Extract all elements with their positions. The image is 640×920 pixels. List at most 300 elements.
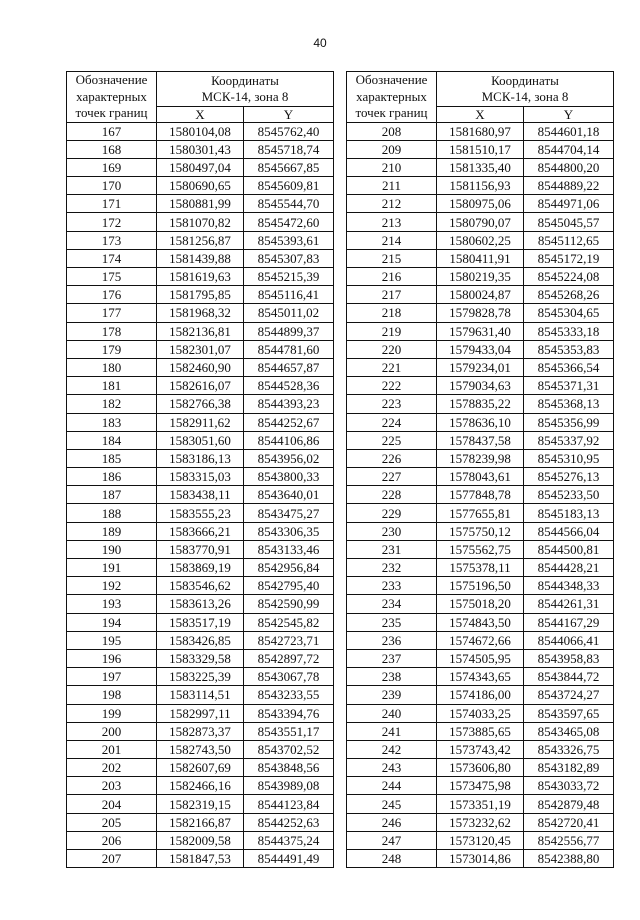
coord-x: 1575018,20 (437, 595, 524, 613)
table-row (67, 631, 334, 649)
point-number: 234 (347, 595, 437, 613)
coord-y: 8542723,71 (244, 631, 334, 649)
table-row (67, 522, 334, 540)
table-row (347, 722, 614, 740)
point-number: 211 (347, 177, 437, 195)
point-number: 197 (67, 668, 157, 686)
point-number: 228 (347, 486, 437, 504)
coord-y: 8543233,55 (244, 686, 334, 704)
table-row (347, 795, 614, 813)
coord-y: 8544375,24 (244, 831, 334, 849)
table-row (347, 268, 614, 286)
point-number: 239 (347, 686, 437, 704)
coord-y: 8545667,85 (244, 158, 334, 176)
point-number: 200 (67, 722, 157, 740)
coord-x: 1581968,32 (157, 304, 244, 322)
coord-x: 1583329,58 (157, 649, 244, 667)
point-number: 212 (347, 195, 437, 213)
table-row (67, 759, 334, 777)
coord-y: 8544066,41 (524, 631, 614, 649)
coord-y: 8544899,37 (244, 322, 334, 340)
coord-y: 8542590,99 (244, 595, 334, 613)
coord-x: 1581847,53 (157, 850, 244, 868)
coord-x: 1582009,58 (157, 831, 244, 849)
coord-x: 1583869,19 (157, 559, 244, 577)
coord-x: 1581439,88 (157, 249, 244, 267)
table-row (347, 249, 614, 267)
coord-y: 8543306,35 (244, 522, 334, 540)
table-row (347, 559, 614, 577)
table-row (347, 813, 614, 831)
point-number: 185 (67, 449, 157, 467)
coord-y: 8545609,81 (244, 177, 334, 195)
point-number: 231 (347, 540, 437, 558)
coord-x: 1580790,07 (437, 213, 524, 231)
point-number: 235 (347, 613, 437, 631)
coord-y: 8543133,46 (244, 540, 334, 558)
coord-y: 8545224,08 (524, 268, 614, 286)
table-row (347, 850, 614, 868)
coord-y: 8545011,02 (244, 304, 334, 322)
point-number: 229 (347, 504, 437, 522)
coord-y: 8544528,36 (244, 377, 334, 395)
coord-x: 1573606,80 (437, 759, 524, 777)
point-number: 182 (67, 395, 157, 413)
point-number: 232 (347, 559, 437, 577)
coord-x: 1583613,26 (157, 595, 244, 613)
coord-y: 8544428,21 (524, 559, 614, 577)
coord-y: 8544566,04 (524, 522, 614, 540)
coord-y: 8544601,18 (524, 122, 614, 140)
table-body (67, 122, 334, 868)
coord-y: 8542545,82 (244, 613, 334, 631)
coord-x: 1579828,78 (437, 304, 524, 322)
table-row (347, 649, 614, 667)
coord-y: 8545172,19 (524, 249, 614, 267)
point-number: 248 (347, 850, 437, 868)
coord-x: 1582766,38 (157, 395, 244, 413)
point-number: 180 (67, 358, 157, 376)
coord-x: 1574343,65 (437, 668, 524, 686)
coord-x: 1578835,22 (437, 395, 524, 413)
coord-y: 8544889,22 (524, 177, 614, 195)
table-row (67, 395, 334, 413)
coord-y: 8543067,78 (244, 668, 334, 686)
point-number: 198 (67, 686, 157, 704)
header-coordinates: Координаты МСК-14, зона 8 (437, 72, 614, 107)
point-number: 223 (347, 395, 437, 413)
point-number: 244 (347, 777, 437, 795)
coord-y: 8545762,40 (244, 122, 334, 140)
table-row (347, 831, 614, 849)
coord-y: 8544252,67 (244, 413, 334, 431)
point-number: 194 (67, 613, 157, 631)
table-row (347, 540, 614, 558)
coord-y: 8545353,83 (524, 340, 614, 358)
page-number: 40 (313, 36, 327, 50)
table-row (347, 213, 614, 231)
table-row (67, 213, 334, 231)
coord-x: 1580881,99 (157, 195, 244, 213)
table-row (67, 595, 334, 613)
point-number: 226 (347, 449, 437, 467)
point-number: 230 (347, 522, 437, 540)
coord-y: 8543182,89 (524, 759, 614, 777)
coord-x: 1583438,11 (157, 486, 244, 504)
point-number: 210 (347, 158, 437, 176)
coord-x: 1583114,51 (157, 686, 244, 704)
coord-y: 8543702,52 (244, 740, 334, 758)
coord-x: 1575750,12 (437, 522, 524, 540)
point-number: 205 (67, 813, 157, 831)
coord-y: 8545544,70 (244, 195, 334, 213)
coord-y: 8542720,41 (524, 813, 614, 831)
point-number: 183 (67, 413, 157, 431)
coord-x: 1581795,85 (157, 286, 244, 304)
table-row (67, 740, 334, 758)
coord-y: 8545183,13 (524, 504, 614, 522)
table-row (347, 195, 614, 213)
point-number: 216 (347, 268, 437, 286)
point-number: 217 (347, 286, 437, 304)
coord-x: 1574033,25 (437, 704, 524, 722)
table-row (67, 304, 334, 322)
coord-y: 8543958,83 (524, 649, 614, 667)
coord-y: 8542795,40 (244, 577, 334, 595)
point-number: 207 (67, 850, 157, 868)
coord-x: 1577848,78 (437, 486, 524, 504)
table-row (67, 449, 334, 467)
table-row (67, 286, 334, 304)
coord-x: 1582911,62 (157, 413, 244, 431)
point-number: 208 (347, 122, 437, 140)
point-number: 173 (67, 231, 157, 249)
coord-y: 8544123,84 (244, 795, 334, 813)
table-row (67, 413, 334, 431)
table-row (67, 468, 334, 486)
table-row (67, 195, 334, 213)
coord-x: 1582466,16 (157, 777, 244, 795)
table-row (347, 522, 614, 540)
point-number: 192 (67, 577, 157, 595)
coord-x: 1578636,10 (437, 413, 524, 431)
table-row (347, 231, 614, 249)
coord-y: 8545304,65 (524, 304, 614, 322)
point-number: 240 (347, 704, 437, 722)
coordinates-table-right (346, 71, 614, 868)
table-row (347, 686, 614, 704)
coord-y: 8542556,77 (524, 831, 614, 849)
coord-y: 8545112,65 (524, 231, 614, 249)
coord-y: 8543551,17 (244, 722, 334, 740)
coord-y: 8543326,75 (524, 740, 614, 758)
table-row (67, 231, 334, 249)
table-row (67, 249, 334, 267)
coord-y: 8544106,86 (244, 431, 334, 449)
point-number: 188 (67, 504, 157, 522)
table-row (67, 850, 334, 868)
coordinates-table-left (66, 71, 334, 868)
point-number: 186 (67, 468, 157, 486)
coord-x: 1583555,23 (157, 504, 244, 522)
table-row (347, 668, 614, 686)
coord-x: 1583517,19 (157, 613, 244, 631)
coord-y: 8542388,80 (524, 850, 614, 868)
point-number: 187 (67, 486, 157, 504)
coord-x: 1573475,98 (437, 777, 524, 795)
point-number: 191 (67, 559, 157, 577)
point-number: 193 (67, 595, 157, 613)
header-x: X (157, 106, 244, 122)
coord-x: 1573885,65 (437, 722, 524, 740)
table-row (347, 504, 614, 522)
point-number: 195 (67, 631, 157, 649)
coord-y: 8542879,48 (524, 795, 614, 813)
coord-y: 8543597,65 (524, 704, 614, 722)
table-row (347, 413, 614, 431)
coord-y: 8545366,54 (524, 358, 614, 376)
point-number: 206 (67, 831, 157, 849)
table-row (67, 140, 334, 158)
coord-x: 1583426,85 (157, 631, 244, 649)
point-number: 220 (347, 340, 437, 358)
point-number: 214 (347, 231, 437, 249)
coord-x: 1573014,86 (437, 850, 524, 868)
point-number: 167 (67, 122, 157, 140)
header-coordinates: Координаты МСК-14, зона 8 (157, 72, 334, 107)
coord-x: 1580411,91 (437, 249, 524, 267)
table-row (67, 613, 334, 631)
point-number: 247 (347, 831, 437, 849)
coord-y: 8545276,13 (524, 468, 614, 486)
coord-y: 8545393,61 (244, 231, 334, 249)
coord-y: 8544657,87 (244, 358, 334, 376)
coord-y: 8543475,27 (244, 504, 334, 522)
table-row (67, 813, 334, 831)
table-row (347, 486, 614, 504)
table-row (347, 431, 614, 449)
coord-x: 1580975,06 (437, 195, 524, 213)
coord-x: 1582997,11 (157, 704, 244, 722)
coord-y: 8545307,83 (244, 249, 334, 267)
coord-y: 8544800,20 (524, 158, 614, 176)
point-number: 169 (67, 158, 157, 176)
header-y: Y (244, 106, 334, 122)
coord-x: 1582616,07 (157, 377, 244, 395)
coord-x: 1582607,69 (157, 759, 244, 777)
point-number: 225 (347, 431, 437, 449)
table-row (347, 158, 614, 176)
coord-y: 8544491,49 (244, 850, 334, 868)
table-row (347, 140, 614, 158)
coord-x: 1583315,03 (157, 468, 244, 486)
point-number: 219 (347, 322, 437, 340)
header-y: Y (524, 106, 614, 122)
coord-x: 1574843,50 (437, 613, 524, 631)
coord-x: 1583225,39 (157, 668, 244, 686)
coord-x: 1580301,43 (157, 140, 244, 158)
point-number: 202 (67, 759, 157, 777)
table-row (67, 340, 334, 358)
coord-x: 1577655,81 (437, 504, 524, 522)
coord-x: 1575378,11 (437, 559, 524, 577)
coord-y: 8544167,29 (524, 613, 614, 631)
table-row (67, 704, 334, 722)
coord-y: 8545333,18 (524, 322, 614, 340)
table-row (67, 377, 334, 395)
table-row (347, 358, 614, 376)
table-row (67, 177, 334, 195)
coord-x: 1573351,19 (437, 795, 524, 813)
coord-x: 1582319,15 (157, 795, 244, 813)
header-point-designation: Обозначение характерных точек границ (67, 72, 157, 123)
coord-x: 1582743,50 (157, 740, 244, 758)
point-number: 242 (347, 740, 437, 758)
point-number: 238 (347, 668, 437, 686)
point-number: 222 (347, 377, 437, 395)
point-number: 246 (347, 813, 437, 831)
header-point-designation: Обозначение характерных точек границ (347, 72, 437, 123)
coord-x: 1573120,45 (437, 831, 524, 849)
coord-y: 8544971,06 (524, 195, 614, 213)
table-row (347, 613, 614, 631)
coord-y: 8545268,26 (524, 286, 614, 304)
coord-x: 1581156,93 (437, 177, 524, 195)
table-row (67, 322, 334, 340)
point-number: 215 (347, 249, 437, 267)
point-number: 221 (347, 358, 437, 376)
coord-x: 1582301,07 (157, 340, 244, 358)
coord-y: 8543848,56 (244, 759, 334, 777)
coord-y: 8544348,33 (524, 577, 614, 595)
coord-y: 8543800,33 (244, 468, 334, 486)
coord-x: 1578043,61 (437, 468, 524, 486)
table-row (347, 322, 614, 340)
table-row (347, 759, 614, 777)
table-row (67, 577, 334, 595)
coord-x: 1583666,21 (157, 522, 244, 540)
point-number: 190 (67, 540, 157, 558)
point-number: 177 (67, 304, 157, 322)
coord-y: 8545371,31 (524, 377, 614, 395)
coord-x: 1580219,35 (437, 268, 524, 286)
table-row (67, 358, 334, 376)
table-row (67, 431, 334, 449)
coord-x: 1582460,90 (157, 358, 244, 376)
coord-y: 8543724,27 (524, 686, 614, 704)
table-row (347, 377, 614, 395)
table-row (67, 158, 334, 176)
table-row (67, 795, 334, 813)
coord-y: 8545337,92 (524, 431, 614, 449)
table-row (347, 577, 614, 595)
table-row (67, 122, 334, 140)
table-body (347, 122, 614, 868)
table-row (67, 686, 334, 704)
point-number: 184 (67, 431, 157, 449)
coord-y: 8545310,95 (524, 449, 614, 467)
coord-y: 8545116,41 (244, 286, 334, 304)
coord-x: 1579631,40 (437, 322, 524, 340)
coord-x: 1573232,62 (437, 813, 524, 831)
point-number: 171 (67, 195, 157, 213)
table-row (347, 395, 614, 413)
coord-y: 8545472,60 (244, 213, 334, 231)
coord-x: 1582166,87 (157, 813, 244, 831)
coord-x: 1580690,65 (157, 177, 244, 195)
table-row (67, 486, 334, 504)
point-number: 243 (347, 759, 437, 777)
table-row (67, 668, 334, 686)
coord-x: 1583051,60 (157, 431, 244, 449)
coord-y: 8544393,23 (244, 395, 334, 413)
table-row (347, 777, 614, 795)
table-row (347, 740, 614, 758)
table-row (67, 540, 334, 558)
table-row (67, 504, 334, 522)
point-number: 209 (347, 140, 437, 158)
point-number: 203 (67, 777, 157, 795)
coord-x: 1575562,75 (437, 540, 524, 558)
coord-x: 1580104,08 (157, 122, 244, 140)
coord-x: 1580024,87 (437, 286, 524, 304)
point-number: 224 (347, 413, 437, 431)
point-number: 233 (347, 577, 437, 595)
coord-x: 1578437,58 (437, 431, 524, 449)
coord-x: 1574186,00 (437, 686, 524, 704)
point-number: 196 (67, 649, 157, 667)
coord-x: 1583770,91 (157, 540, 244, 558)
point-number: 201 (67, 740, 157, 758)
point-number: 174 (67, 249, 157, 267)
coord-y: 8543956,02 (244, 449, 334, 467)
table-row (347, 449, 614, 467)
coord-x: 1581335,40 (437, 158, 524, 176)
coord-y: 8543989,08 (244, 777, 334, 795)
table-row (67, 777, 334, 795)
point-number: 168 (67, 140, 157, 158)
coord-x: 1579034,63 (437, 377, 524, 395)
point-number: 227 (347, 468, 437, 486)
coord-y: 8544500,81 (524, 540, 614, 558)
coord-y: 8544252,63 (244, 813, 334, 831)
coord-x: 1578239,98 (437, 449, 524, 467)
coord-y: 8545718,74 (244, 140, 334, 158)
coord-y: 8544781,60 (244, 340, 334, 358)
point-number: 175 (67, 268, 157, 286)
coord-x: 1581619,63 (157, 268, 244, 286)
coord-y: 8542956,84 (244, 559, 334, 577)
coord-x: 1579234,01 (437, 358, 524, 376)
point-number: 181 (67, 377, 157, 395)
point-number: 172 (67, 213, 157, 231)
point-number: 241 (347, 722, 437, 740)
point-number: 199 (67, 704, 157, 722)
coord-x: 1582873,37 (157, 722, 244, 740)
coord-y: 8543844,72 (524, 668, 614, 686)
point-number: 179 (67, 340, 157, 358)
coord-y: 8545356,99 (524, 413, 614, 431)
table-row (347, 468, 614, 486)
point-number: 213 (347, 213, 437, 231)
point-number: 170 (67, 177, 157, 195)
coord-x: 1581680,97 (437, 122, 524, 140)
coord-x: 1583186,13 (157, 449, 244, 467)
coord-y: 8545045,57 (524, 213, 614, 231)
table-row (347, 177, 614, 195)
coord-x: 1583546,62 (157, 577, 244, 595)
point-number: 204 (67, 795, 157, 813)
